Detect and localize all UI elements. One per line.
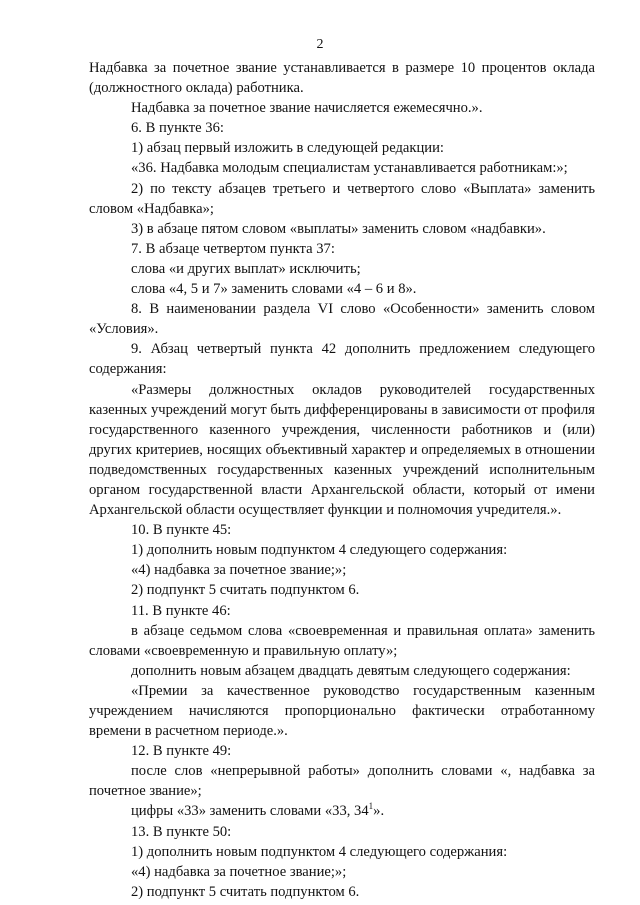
paragraph-3: 6. В пункте 36: xyxy=(131,120,224,137)
paragraph-11: 8. В наименовании раздела VI слово «Особенности» заменить словом «Условия». xyxy=(89,301,595,338)
paragraph-27: «4) надбавка за почетное звание;»; xyxy=(131,863,347,880)
paragraph-2: Надбавка за почетное звание начисляется ежемесячно.». xyxy=(131,100,483,117)
page-number: 2 xyxy=(316,37,324,52)
paragraph-22: 12. В пункте 49: xyxy=(131,743,232,760)
paragraph-6: 2) по тексту абзацев третьего и четвертого слово «Выплата» заменить словом «Надбавка»; xyxy=(89,180,595,217)
paragraph-16: «4) надбавка за почетное звание;»; xyxy=(131,562,347,579)
paragraph-5: «36. Надбавка молодым специалистам устанавливается работникам:»; xyxy=(131,160,568,177)
paragraph-18: 11. В пункте 46: xyxy=(131,602,231,619)
paragraph-17: 2) подпункт 5 считать подпунктом 6. xyxy=(131,582,360,599)
paragraph-26: 1) дополнить новым подпунктом 4 следующего содержания: xyxy=(131,843,508,860)
paragraph-25: 13. В пункте 50: xyxy=(131,823,232,840)
paragraph-12: 9. Абзац четвертый пункта 42 дополнить предложением следующего содержания: xyxy=(89,341,595,378)
paragraph-24-end: ». xyxy=(373,803,385,820)
paragraph-28: 2) подпункт 5 считать подпунктом 6. xyxy=(131,883,360,900)
paragraph-23: после слов «непрерывной работы» дополнить словами «, надбавка за почетное звание»; xyxy=(89,763,595,800)
paragraph-7: 3) в абзаце пятом словом «выплаты» заменить словом «надбавки». xyxy=(131,220,546,237)
paragraph-19: в абзаце седьмом слова «своевременная и правильная оплата» заменить словами «своевременную и правильную оплату»; xyxy=(89,622,595,659)
paragraph-13: «Размеры должностных окладов руководителей государственных казенных учреждений могут быть дифференцированы в зависимости от профиля государственного казенного учреждения, численности работников и (или) других критериев, носящих объективный характер и определяемых в отношении подведомственных государственных казенных учреждений исполнительным органом государственной власти Архангельской области, который от имени Архангельской области осуществляет функции и полномочия учредителя.». xyxy=(89,381,595,519)
paragraph-21: «Премии за качественное руководство государственным казенным учреждением начисляются пропорционально фактически отработанному времени в расчетном периоде.». xyxy=(89,682,595,740)
paragraph-20: дополнить новым абзацем двадцать девятым следующего содержания: xyxy=(131,662,571,679)
paragraph-14: 10. В пункте 45: xyxy=(131,522,232,539)
paragraph-10: слова «4, 5 и 7» заменить словами «4 – 6 и 8». xyxy=(131,281,417,298)
paragraph-4: 1) абзац первый изложить в следующей редакции: xyxy=(131,140,444,157)
paragraph-24 xyxy=(89,801,595,821)
paragraph-15: 1) дополнить новым подпунктом 4 следующего содержания: xyxy=(131,542,508,559)
paragraph-24-text: цифры «33» заменить словами «33, 34 xyxy=(131,803,369,820)
paragraph-9: слова «и других выплат» исключить; xyxy=(131,260,361,277)
document-body xyxy=(89,58,595,902)
paragraph-1: Надбавка за почетное звание устанавливается в размере 10 процентов оклада (должностного оклада) работника. xyxy=(89,60,595,97)
superscript-one: 1 xyxy=(368,801,374,812)
paragraph-8: 7. В абзаце четвертом пункта 37: xyxy=(131,240,335,257)
